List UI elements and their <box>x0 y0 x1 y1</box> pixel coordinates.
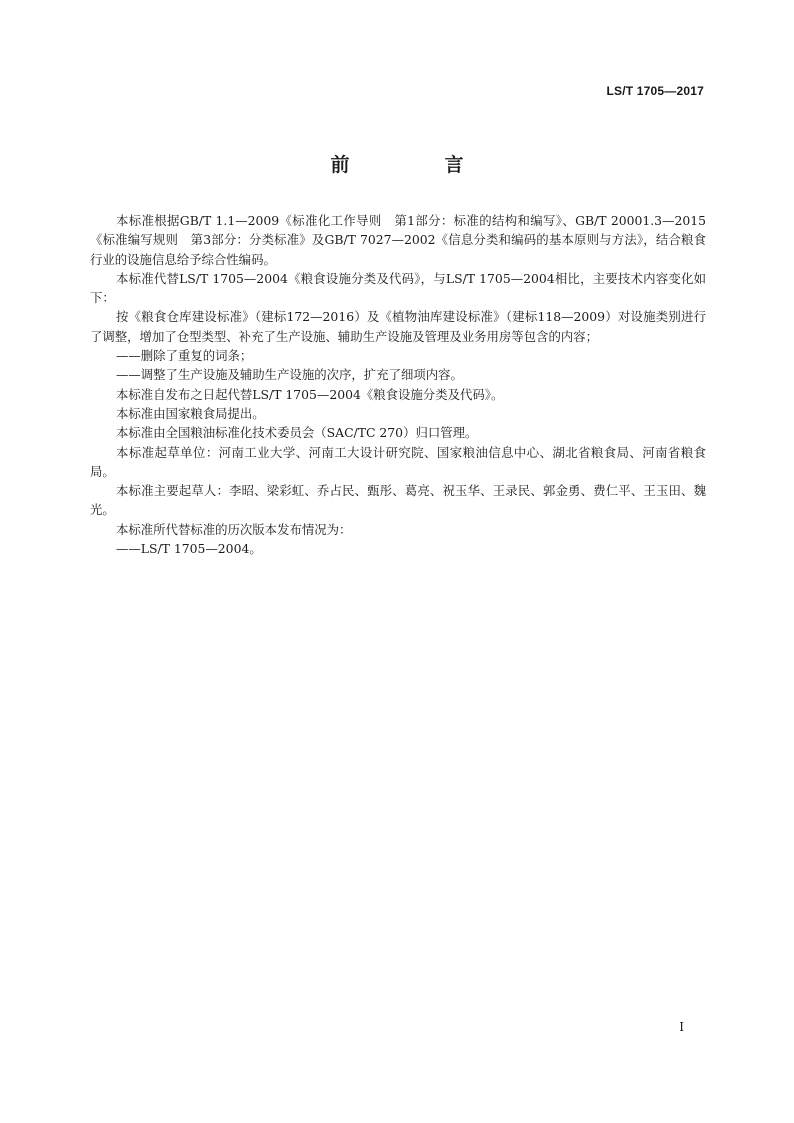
paragraph-history-intro: 本标准所代替标准的历次版本发布情况为： <box>116 521 352 537</box>
paragraph-proposer: 本标准由国家粮食局提出。 <box>116 405 265 421</box>
paragraph-adjustment: 按《粮食仓库建设标准》（建标172—2016）及《植物油库建设标准》（建标118—2009）对设施类别进行了调整，增加了仓型类型、补充了生产设施、辅助生产设施及管理及业务用房等包含的内容； <box>90 309 706 344</box>
paragraph-committee: 本标准由全国粮油标准化技术委员会（SAC/TC 270）归口管理。 <box>116 425 478 441</box>
list-item-history-version: ——LS/T 1705—2004。 <box>116 541 262 557</box>
page-number: I <box>679 1020 684 1034</box>
list-item-deleted-terms: ——删除了重复的词条； <box>116 348 253 364</box>
standard-code: LS/T 1705—2017 <box>606 84 704 98</box>
foreword-body <box>90 211 706 558</box>
paragraph-effective: 本标准自发布之日起代替LS/T 1705—2004《粮食设施分类及代码》。 <box>116 386 504 402</box>
paragraph-drafting-units: 本标准起草单位：河南工业大学、河南工大设计研究院、国家粮油信息中心、湖北省粮食局、河南省粮食局。 <box>90 444 706 479</box>
list-item-reordered: ——调整了生产设施及辅助生产设施的次序，扩充了细项内容。 <box>116 367 463 383</box>
paragraph-replacement: 本标准代替LS/T 1705—2004《粮食设施分类及代码》，与LS/T 1705—2004相比，主要技术内容变化如下： <box>90 270 706 306</box>
page-title: 前 言 <box>330 154 502 176</box>
paragraph-drafters: 本标准主要起草人：李昭、梁彩虹、乔占民、甄彤、葛亮、祝玉华、王录民、郭金勇、费仁平、王玉田、魏光。 <box>90 483 706 518</box>
paragraph-basis: 本标准根据GB/T 1.1—2009《标准化工作导则 第1部分：标准的结构和编写》、GB/T 20001.3—2015《标准编写规则 第3部分：分类标准》及GB/T 7027—2002《信息分类和编码的基本原则与方法》，结合粮食行业的设施信息给予综合性编码。 <box>90 213 706 267</box>
